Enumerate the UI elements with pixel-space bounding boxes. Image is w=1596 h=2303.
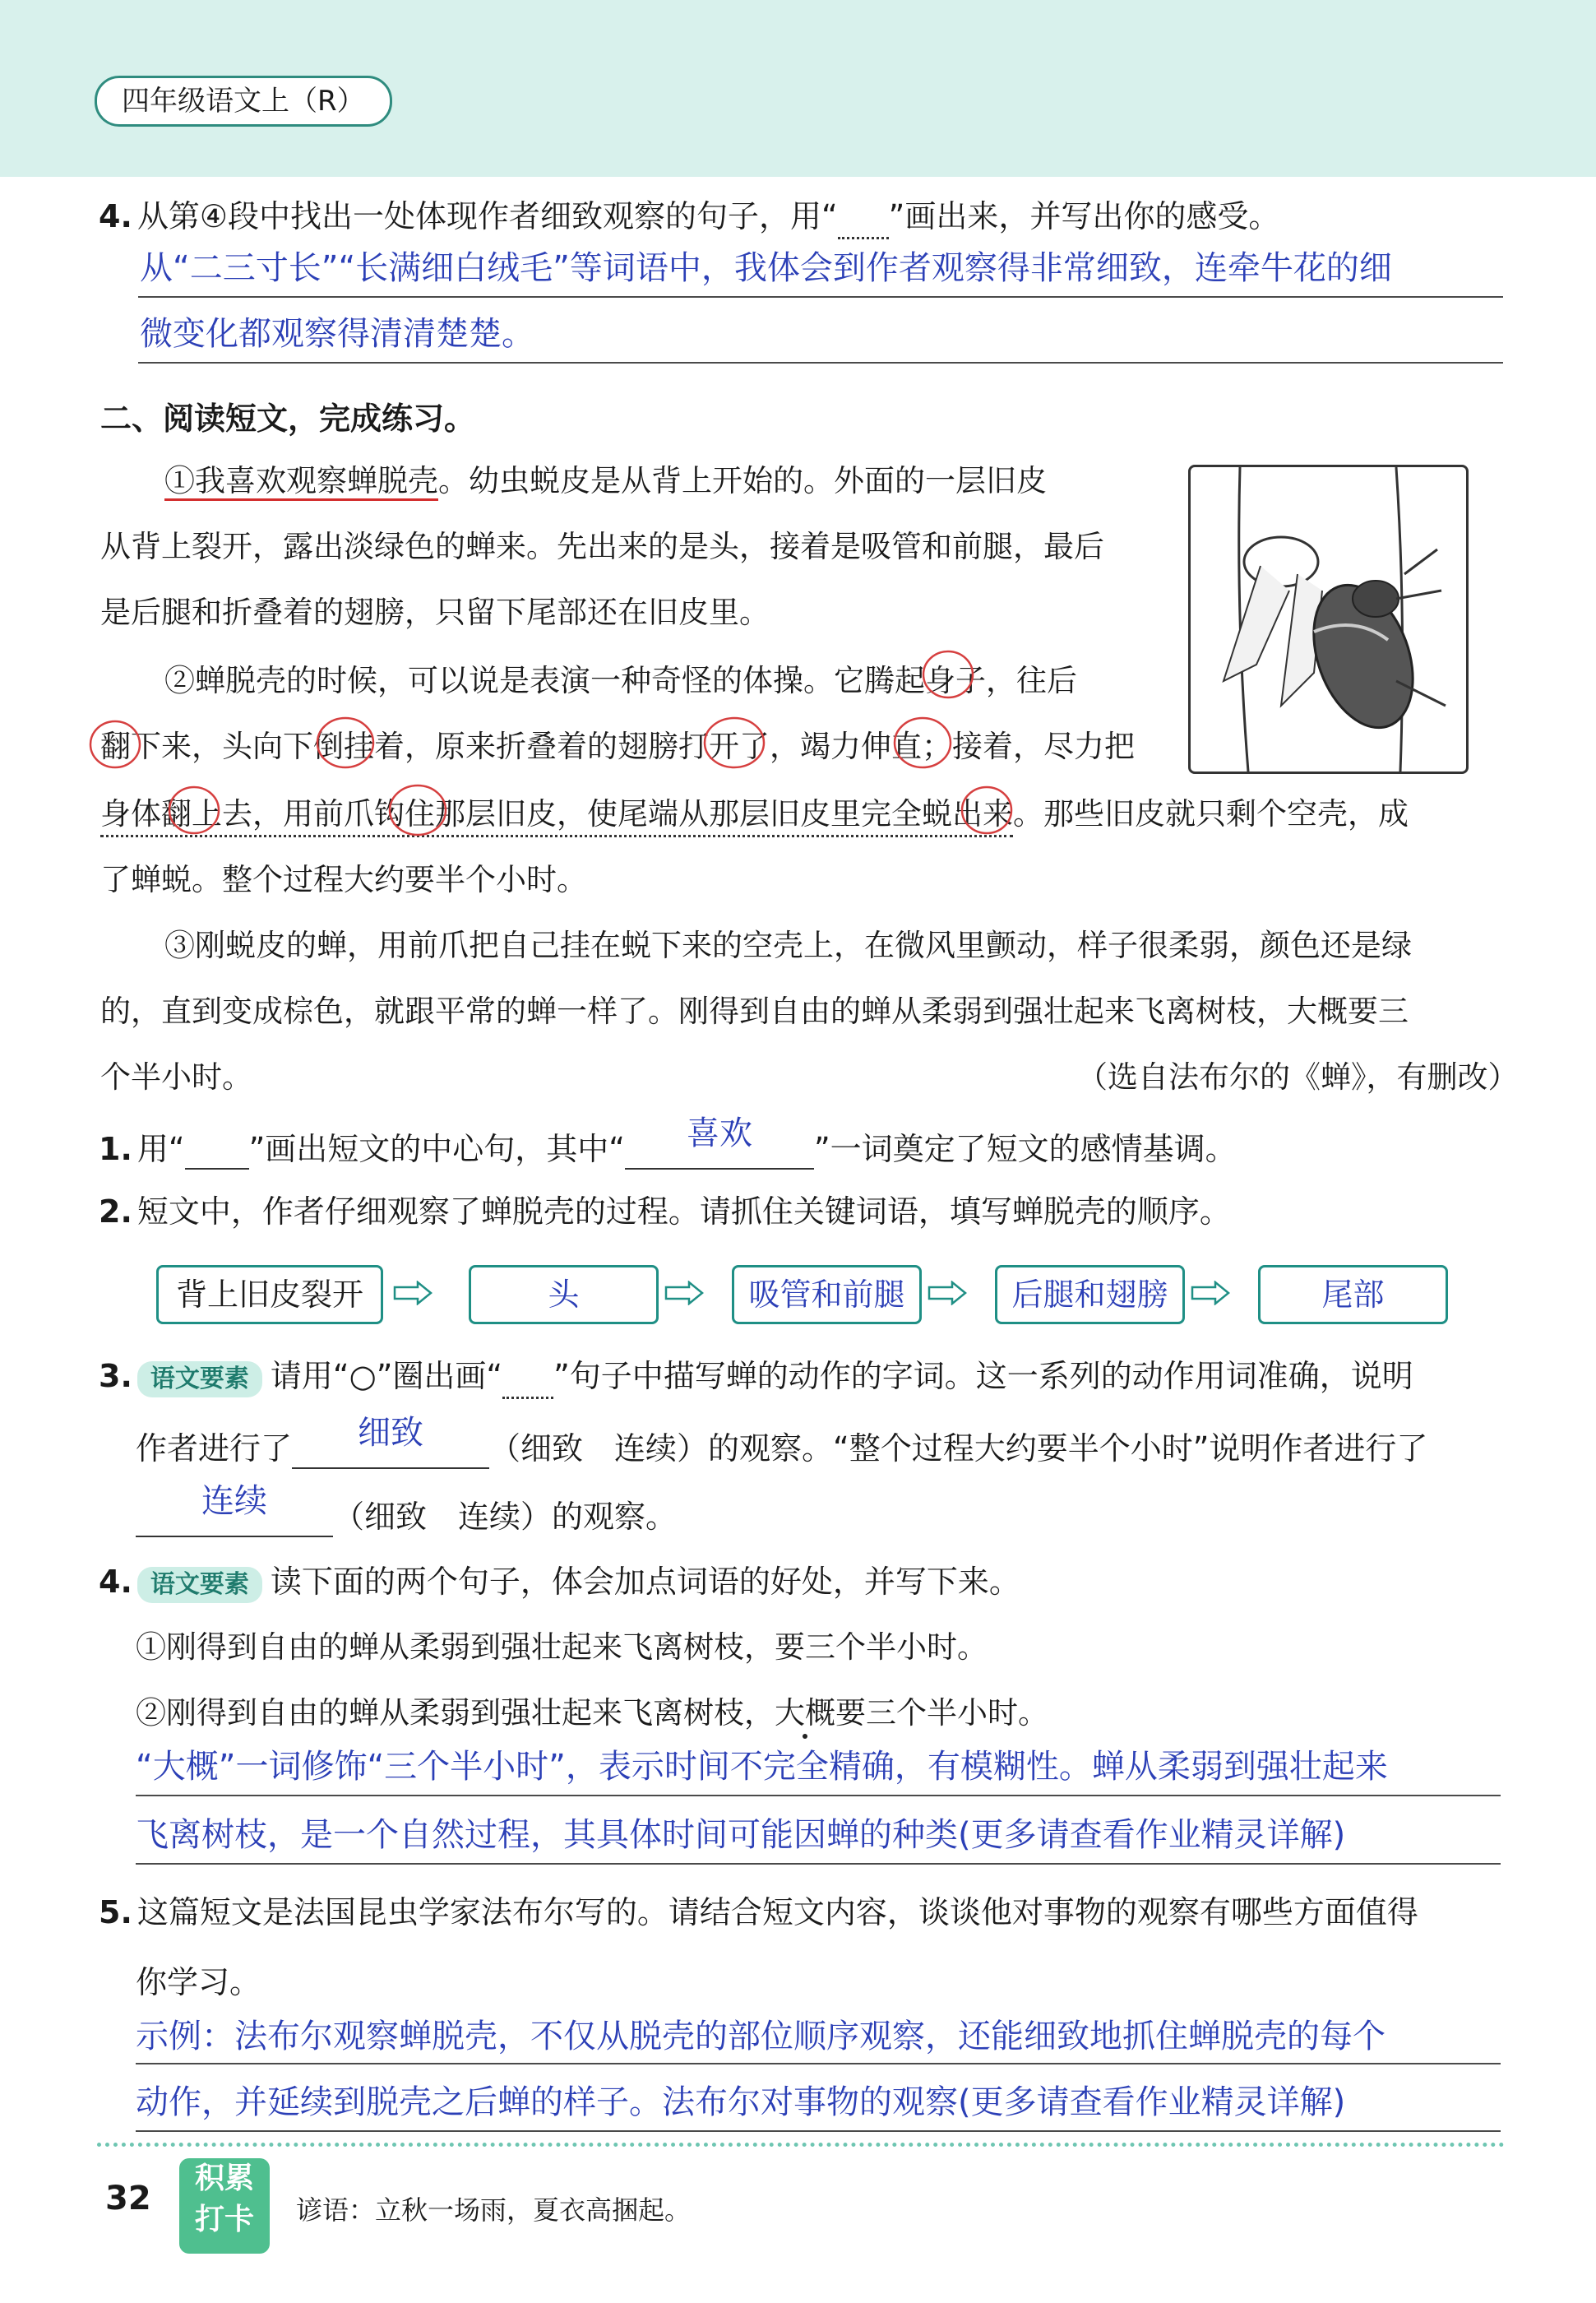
passage-source: （选自法布尔的《蝉》，有删改） xyxy=(1077,1059,1519,1095)
passage-p2-line3: 身体翻上去，用前爪钩住那层旧皮，使尾端从那层旧皮里完全蜕出来。那些旧皮就只剩个空壳，成 xyxy=(100,794,1409,837)
sentence-1: ①刚得到自由的蝉从柔弱到强壮起来飞离树枝，要三个半小时。 xyxy=(136,1629,988,1665)
question-number: 4. xyxy=(99,198,132,234)
flow-step-4: 后腿和翅膀 xyxy=(995,1265,1185,1324)
footer-divider xyxy=(97,2143,1505,2147)
answer-5-line1: 示例：法布尔观察蝉脱壳，不仅从脱壳的部位顺序观察，还能细致地抓住蝉脱壳的每个 xyxy=(136,2018,1386,2055)
wavy-line-sample xyxy=(502,1355,553,1399)
accumulate-stamp: 积累 打卡 xyxy=(179,2158,270,2254)
arrow-right-icon xyxy=(664,1281,704,1305)
passage-p1-line1: ①我喜欢观察蝉脱壳。幼虫蜕皮是从背上开始的。外面的一层旧皮 xyxy=(164,461,1047,502)
answer-blank: 连续 xyxy=(136,1493,333,1537)
question-3: 3. 语文要素 请用“○”圈出画“ ”句子中描写蝉的动作的字词。这一系列的动作用词准确，说明 xyxy=(99,1355,1413,1399)
cicada-icon xyxy=(1191,467,1466,772)
answer-4-top-line1: 从“二三寸长”“长满细白绒毛”等词语中，我体会到作者观察得非常细致，连牵牛花的细 xyxy=(140,249,1392,287)
answer-5-line2: 动作，并延续到脱壳之后蝉的样子。法布尔对事物的观察(更多请查看作业精灵详解) xyxy=(136,2083,1346,2121)
wavy-underlined-sentence: 身体翻上去，用前爪钩住那层旧皮，使尾端从那层旧皮里完全蜕出来 xyxy=(100,794,1013,837)
cicada-illustration xyxy=(1188,465,1469,774)
section-title: 二、阅读短文，完成练习。 xyxy=(100,401,476,437)
flow-step-3: 吸管和前腿 xyxy=(732,1265,922,1324)
flow-step-2: 头 xyxy=(469,1265,659,1324)
arrow-right-icon xyxy=(393,1281,433,1305)
answer-rule xyxy=(138,296,1503,298)
passage-p2-line1: ②蝉脱壳的时候，可以说是表演一种奇怪的体操。它腾起身子，往后 xyxy=(164,663,1077,698)
answer-rule xyxy=(136,1795,1501,1796)
dotted-word: 大概 xyxy=(775,1695,835,1731)
central-sentence: ①我喜欢观察蝉脱壳 xyxy=(164,463,438,501)
answer-4-line2: 飞离树枝，是一个自然过程，其具体时间可能因蝉的种类(更多请查看作业精灵详解) xyxy=(136,1816,1346,1854)
proverb: 谚语：立秋一场雨，夏衣高捆起。 xyxy=(296,2194,692,2226)
answer-rule xyxy=(136,2063,1501,2064)
sentence-2: ②刚得到自由的蝉从柔弱到强壮起来飞离树枝，大概要三个半小时。 xyxy=(136,1695,1048,1731)
question-3-line2: 作者进行了 细致 （细致 连续）的观察。“整个过程大约要半个小时”说明作者进行了 xyxy=(136,1425,1427,1469)
answer-4-line1: “大概”一词修饰“三个半小时”，表示时间不完全精确，有模糊性。蝉从柔弱到强壮起来 xyxy=(136,1748,1388,1786)
arrow-right-icon xyxy=(928,1281,967,1305)
answer-rule xyxy=(136,1863,1501,1865)
question-1: 1. 用“ ”画出短文的中心句，其中“ 喜欢 ”一词奠定了短文的感情基调。 xyxy=(99,1125,1237,1170)
passage-p1-line3: 是后腿和折叠着的翅膀，只留下尾部还在旧皮里。 xyxy=(100,595,770,630)
passage-p3-line3: 个半小时。 xyxy=(100,1059,252,1095)
passage-p3-line1: ③刚蜕皮的蝉，用前爪把自己挂在蜕下来的空壳上，在微风里颤动，样子很柔弱，颜色还是绿 xyxy=(164,928,1412,963)
answer-blank: 细致 xyxy=(292,1425,489,1469)
skill-badge: 语文要素 xyxy=(137,1361,262,1397)
question-2: 2. 短文中，作者仔细观察了蝉脱壳的过程。请抓住关键词语，填写蝉脱壳的顺序。 xyxy=(99,1193,1231,1230)
passage-p1-line2: 从背上裂开，露出淡绿色的蝉来。先出来的是头，接着是吸管和前腿，最后 xyxy=(100,529,1104,564)
answer-rule xyxy=(138,362,1503,364)
blank xyxy=(185,1127,249,1170)
wavy-line-sample xyxy=(838,196,889,239)
header-wave xyxy=(0,140,1596,197)
skill-badge: 语文要素 xyxy=(137,1567,262,1603)
grade-tag: 四年级语文上（R） xyxy=(95,76,392,127)
passage-p2-line4: 了蝉蜕。整个过程大约要半个小时。 xyxy=(100,862,587,897)
passage-p3-line2: 的，直到变成棕色，就跟平常的蝉一样了。刚得到自由的蝉从柔弱到强壮起来飞离树枝，大概要三 xyxy=(100,994,1409,1029)
question-4-top: 4. 从第④段中找出一处体现作者细致观察的句子，用“ ”画出来，并写出你的感受。 xyxy=(99,196,1279,239)
question-3-line3: 连续 （细致 连续）的观察。 xyxy=(136,1493,677,1537)
question-5-line2: 你学习。 xyxy=(136,1964,261,2000)
question-5: 5. 这篇短文是法国昆虫学家法布尔写的。请结合短文内容，谈谈他对事物的观察有哪些方面值得 xyxy=(99,1894,1418,1930)
question-4: 4. 语文要素 读下面的两个句子，体会加点词语的好处，并写下来。 xyxy=(99,1561,1020,1603)
flow-step-1: 背上旧皮裂开 xyxy=(156,1265,383,1324)
flow-step-5: 尾部 xyxy=(1258,1265,1448,1324)
page-number: 32 xyxy=(105,2180,151,2217)
answer-blank: 喜欢 xyxy=(625,1125,814,1170)
answer-4-top-line2: 微变化都观察得清清楚楚。 xyxy=(140,315,534,353)
passage-p2-line2: 翻下来，头向下倒挂着，原来折叠着的翅膀打开了，竭力伸直；接着，尽力把 xyxy=(100,729,1135,764)
answer-rule xyxy=(136,2130,1501,2132)
arrow-right-icon xyxy=(1191,1281,1230,1305)
